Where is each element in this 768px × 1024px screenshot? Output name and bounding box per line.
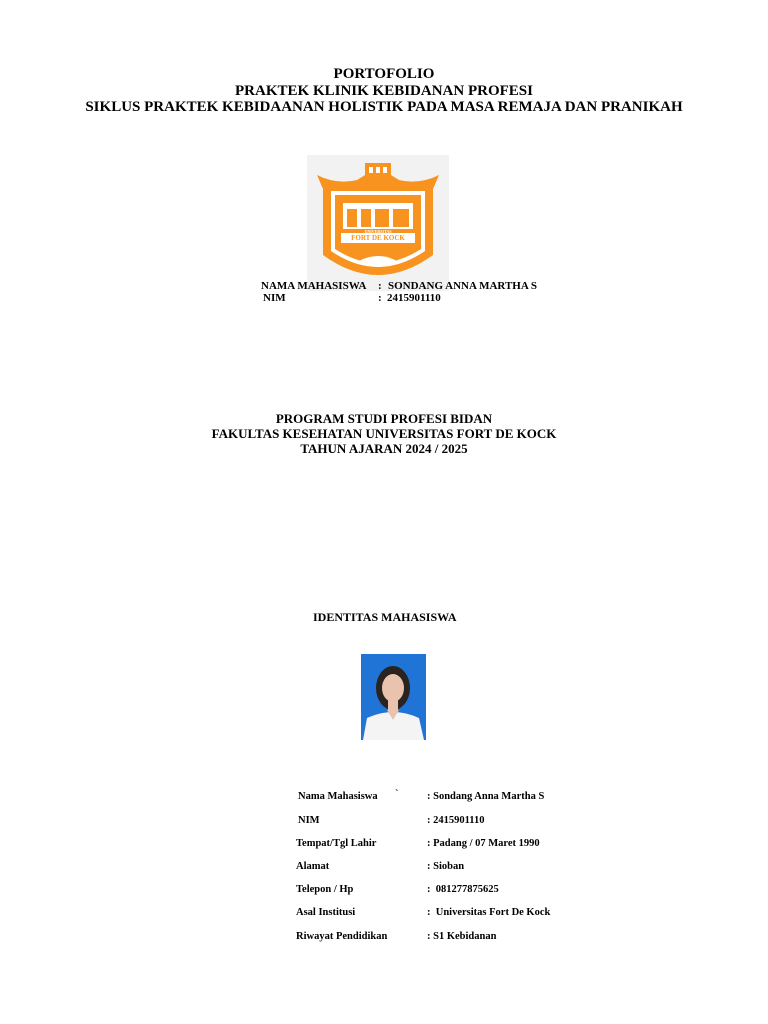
program-line-3: TAHUN AJARAN 2024 / 2025 [300,441,468,456]
program-line-2: FAKULTAS KESEHATAN UNIVERSITAS FORT DE KOCK [211,426,557,441]
portrait-icon [361,654,426,740]
identity-label-institution: Asal Institusi [296,907,356,918]
nim-sep: : [378,292,382,304]
identity-value-education: : S1 Kebidanan [427,931,497,942]
identity-label-education: Riwayat Pendidikan [296,931,388,942]
identity-mark-name: ` [395,789,399,800]
identity-value-nim: : 2415901110 [427,815,485,826]
title-praktek: PRAKTEK KLINIK KEBIDANAN PROFESI [235,83,533,99]
identity-label-nim: NIM [298,815,320,826]
university-logo [307,155,449,291]
identity-value-institution: : Universitas Fort De Kock [427,907,551,918]
name-label: NAMA MAHASISWA [261,280,367,292]
nim-label: NIM [263,292,286,304]
identity-title: IDENTITAS MAHASISWA [313,610,457,624]
title-portofolio: PORTOFOLIO [333,66,435,82]
identity-value-address: : Sioban [427,861,465,872]
identity-label-birth: Tempat/Tgl Lahir [296,838,377,849]
name-sep: : [378,280,382,292]
identity-label-phone: Telepon / Hp [296,884,354,895]
student-photo [361,654,426,740]
program-line-1: PROGRAM STUDI PROFESI BIDAN [275,411,493,426]
identity-value-birth: : Padang / 07 Maret 1990 [427,838,540,849]
logo-text-small: UNIVERSITAS [364,229,392,234]
title-siklus: SIKLUS PRAKTEK KEBIDAANAN HOLISTIK PADA MASA REMAJA DAN PRANIKAH [85,99,683,115]
identity-value-phone: : 081277875625 [427,884,499,895]
logo-text-main: FORT DE KOCK [351,234,405,242]
identity-label-address: Alamat [296,861,330,872]
nim-value: 2415901110 [387,292,441,304]
name-value: SONDANG ANNA MARTHA S [388,280,538,292]
identity-label-name: Nama Mahasiswa [298,791,378,802]
identity-value-name: : Sondang Anna Martha S [427,791,545,802]
fort-de-kock-logo-icon [307,155,449,291]
